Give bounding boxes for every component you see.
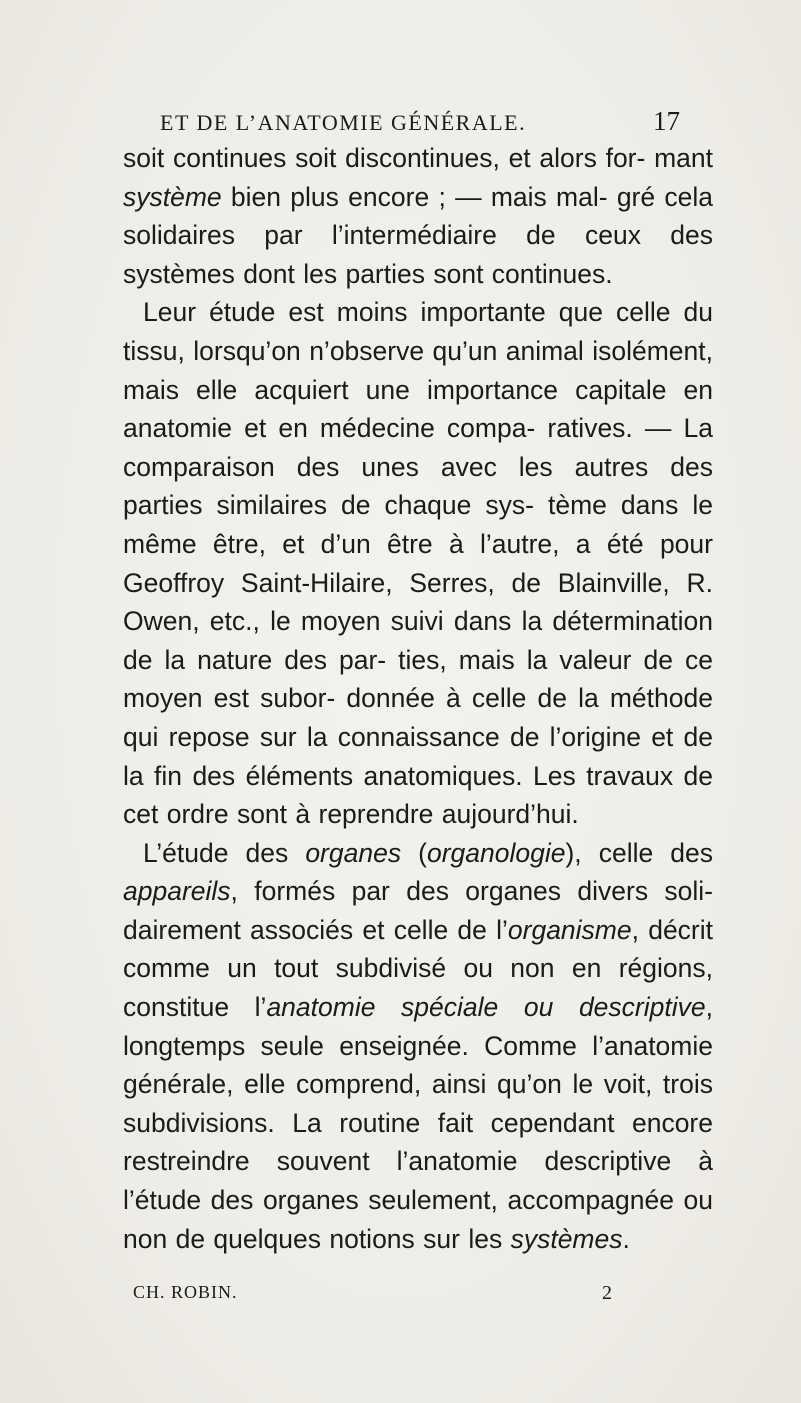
page-header xyxy=(160,106,680,140)
paragraph-3 xyxy=(123,834,713,1259)
paragraph-1-text-1: soit continues soit discontinues, et alors for- mant xyxy=(123,143,713,173)
body-text xyxy=(123,139,713,1258)
paragraph-2: Leur étude est moins importante que celle du tissu, lorsqu’on n’observe qu’un animal isolément, mais elle acquiert une importance capitale en anatomie et en médecine compa- ratives. — La comparaison des unes avec les autres des parties similaires de chaque sys- tème dans le même être, et d’un être à l’autre, a été pour Geoffroy Saint-Hilaire, Serres, de Blainville, R. Owen, etc., le moyen suivi dans la détermination de la nature des par- ties, mais la valeur de ce moyen est subor- donnée à celle de la méthode qui repose sur la connaissance de l’origine et de la fin des éléments anatomiques. Les travaux de cet ordre sont à reprendre aujourd’hui. xyxy=(123,297,713,830)
paragraph-3-text-6: , longtemps seule enseignée. Comme l’anatomie générale, elle comprend, ainsi qu’on le voit, trois subdivisions. La routine fait cependant encore restreindre souvent l’anatomie descriptive à l’étude des organes seulement, accompagnée ou non de quelques notions sur les xyxy=(123,992,713,1254)
sheet-number: 2 xyxy=(602,1282,613,1304)
running-head: ET DE L’ANATOMIE GÉNÉRALE. xyxy=(160,110,527,135)
paragraph-3-emphasis-1: organes xyxy=(305,837,402,868)
paragraph-3-text-4: , formés par des organes divers soli- dairement associés et celle de l’ xyxy=(123,876,713,945)
paragraph-3-emphasis-5: anatomie spéciale ou descriptive xyxy=(266,992,706,1023)
paragraph-3-emphasis-3: appareils xyxy=(123,876,231,907)
paragraph-3-text-3: ), celle des xyxy=(565,837,714,868)
paragraph-3-emphasis-2: organologie xyxy=(426,837,566,868)
paragraph-3-text-1: L’étude des xyxy=(143,837,306,868)
paragraph-1-emphasis-1: système xyxy=(123,181,222,212)
paragraph-1-text-2: bien plus encore ; — mais mal- gré cela solidaires par l’intermédiaire de ceux des systèmes dont les parties sont continues. xyxy=(123,181,713,289)
page-number: 17 xyxy=(653,106,680,136)
page-footer xyxy=(133,1282,613,1306)
paragraph-3-text-5: , décrit comme un tout subdivisé ou non en régions, constitue l’ xyxy=(123,914,714,1023)
paragraph-3-text-2: ( xyxy=(401,837,427,868)
paragraph-3-emphasis-4: organisme xyxy=(507,914,632,945)
paragraph-3-emphasis-6: systèmes xyxy=(510,1223,623,1254)
paragraph-1 xyxy=(123,139,713,293)
signature-mark: CH. ROBIN. xyxy=(133,1282,238,1302)
paragraph-3-text-7: . xyxy=(622,1223,630,1254)
